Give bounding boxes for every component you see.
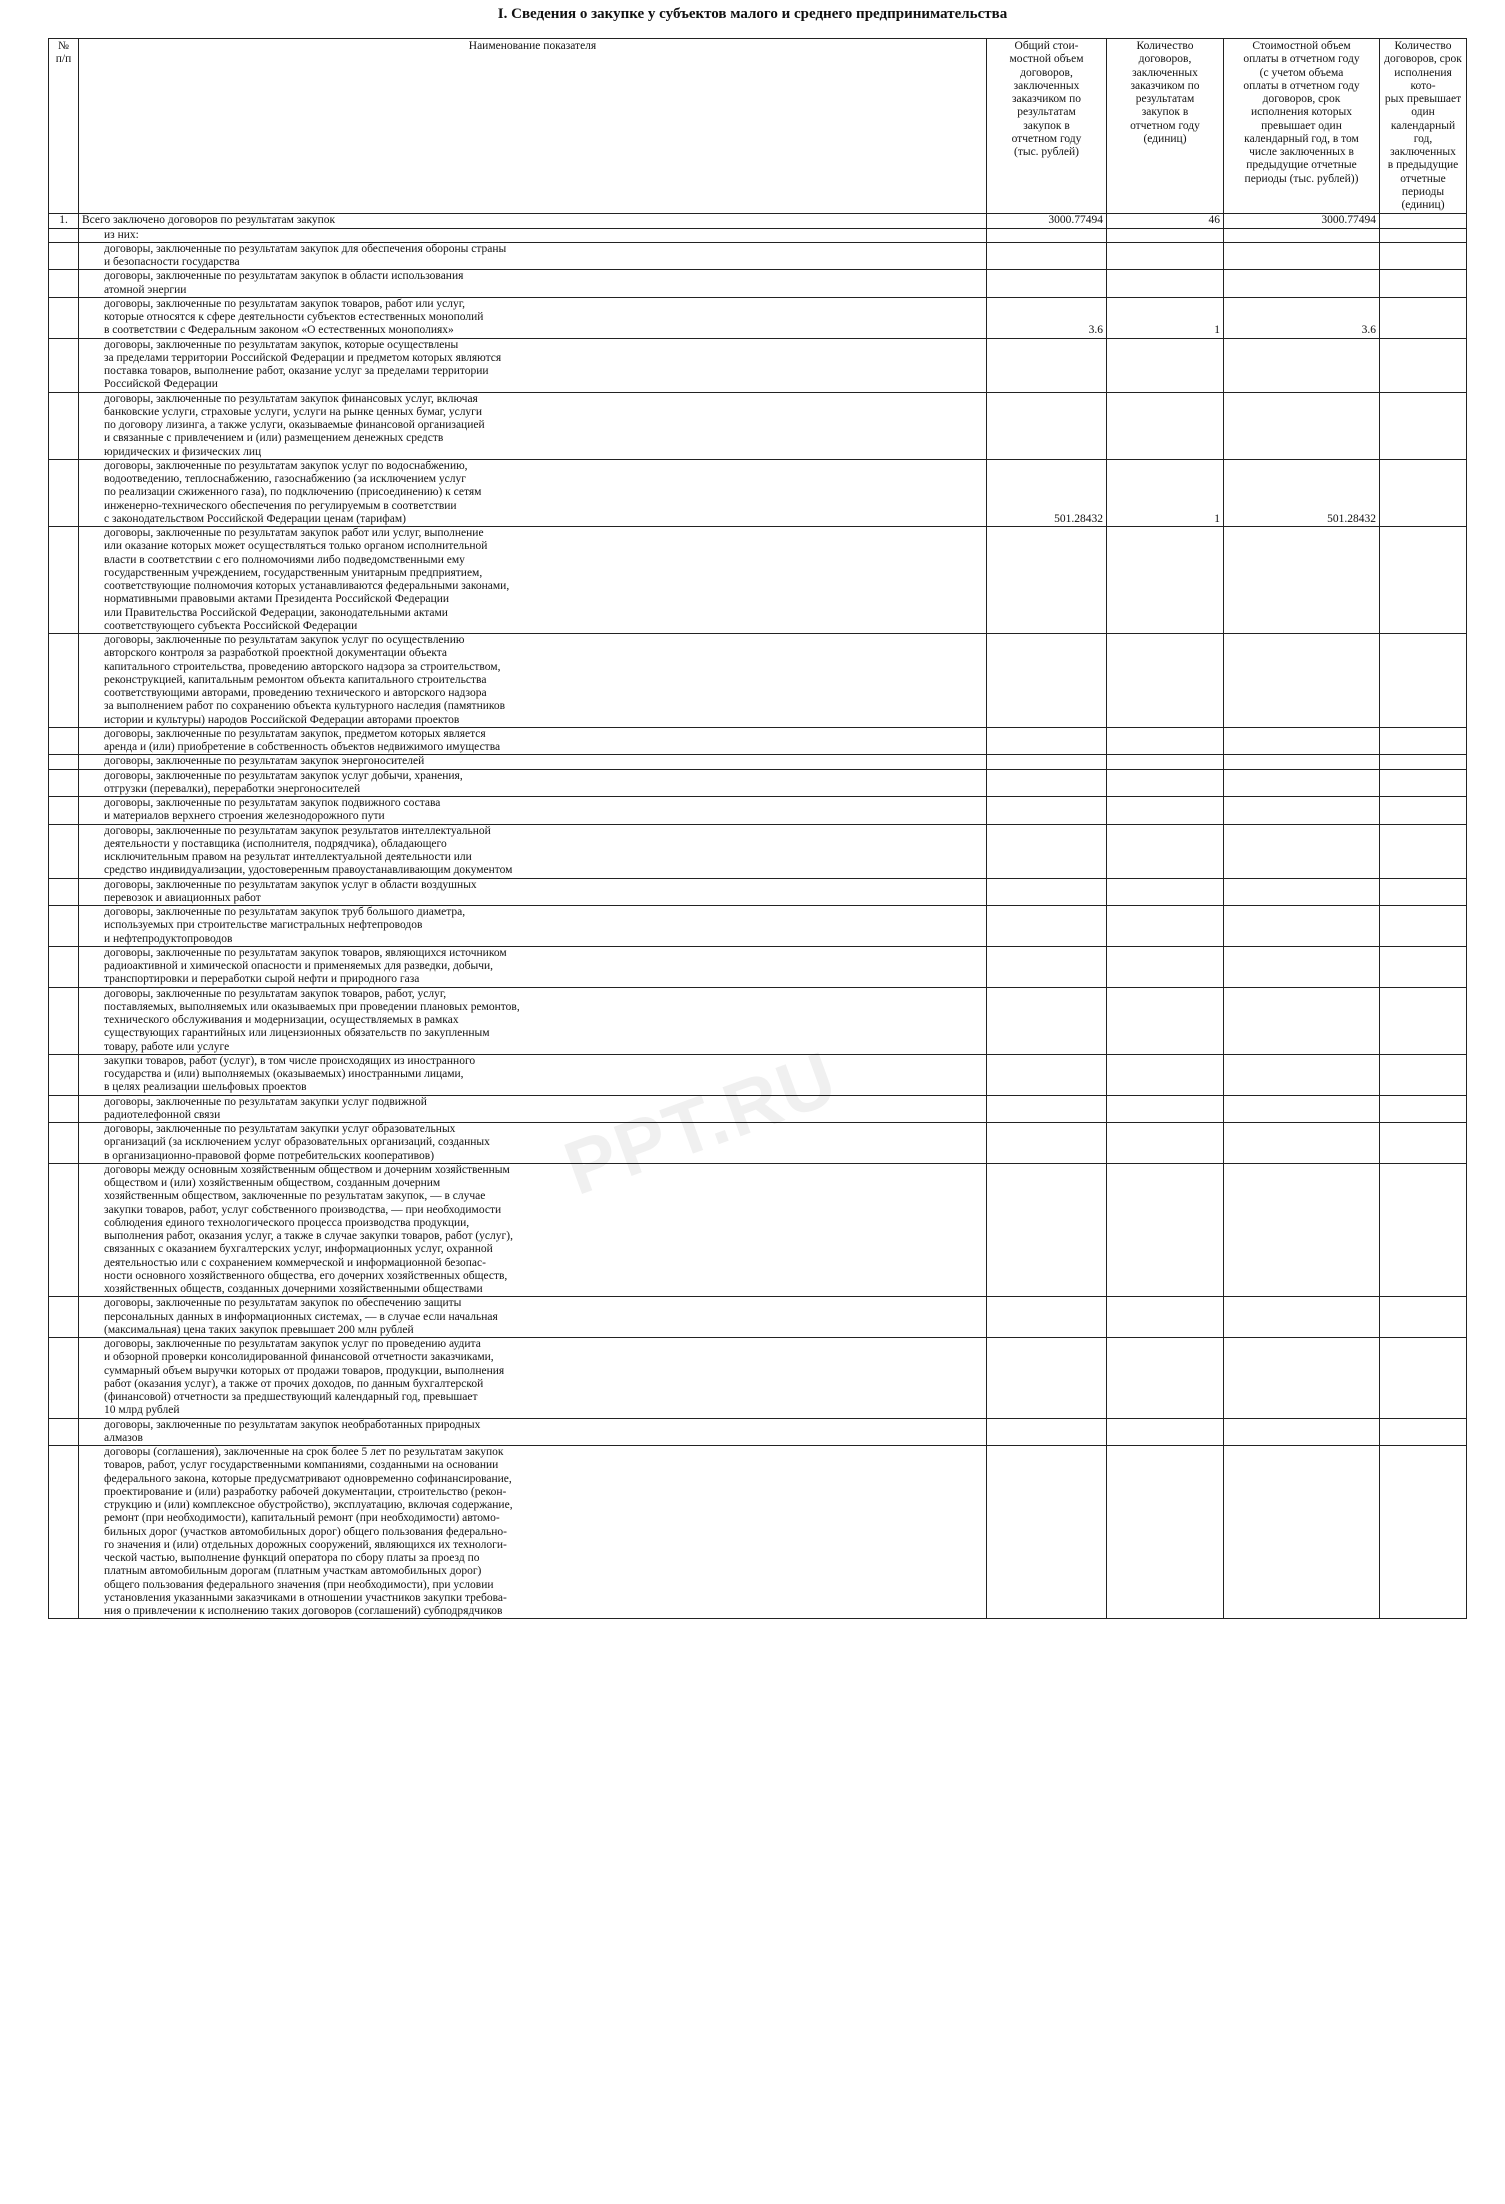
row-total-volume: [987, 1418, 1107, 1446]
row-name: договоры, заключенные по результатам закупок товаров, работ, услуг, поставляемых, выполняемых или оказываемых при проведении плановых ремонтов, технического обслуживания и модернизации, осуществляемых в рамках существующих гарантийных или лицензионных обязательств по закупленным товару, работе или услуге: [79, 987, 987, 1054]
row-name: договоры, заключенные по результатам закупок для обеспечения обороны страны и безопасности государства: [79, 242, 987, 270]
row-name: договоры, заключенные по результатам закупок в области использования атомной энергии: [79, 270, 987, 298]
row-total-volume: [987, 242, 1107, 270]
row-name: договоры, заключенные по результатам закупок, которые осуществлены за пределами территории Российской Федерации и предметом которых являются поставка товаров, выполнение работ, оказание услуг за пределами территории Российской Федерации: [79, 338, 987, 392]
row-number: [49, 769, 79, 797]
row-number: [49, 1163, 79, 1297]
row-total-volume: [987, 1297, 1107, 1338]
header-longterm-count: Количество договоров, срок исполнения кото- рых превышает один календарный год, заключенных в предыдущие отчетные периоды (единиц): [1380, 39, 1467, 214]
row-payment-volume: [1224, 906, 1380, 947]
row-total-volume: 3.6: [987, 297, 1107, 338]
row-number: [49, 338, 79, 392]
row-contract-count: [1107, 797, 1224, 825]
row-name: договоры, заключенные по результатам закупок подвижного состава и материалов верхнего строения железнодорожного пути: [79, 797, 987, 825]
watermark: PPT.RU: [553, 1035, 849, 1212]
row-total-volume: [987, 1163, 1107, 1297]
row-payment-volume: [1224, 1095, 1380, 1123]
row-contract-count: [1107, 1123, 1224, 1164]
row-payment-volume: [1224, 1123, 1380, 1164]
row-number: [49, 1446, 79, 1619]
table-row: [49, 1297, 1467, 1338]
row-payment-volume: [1224, 727, 1380, 755]
row-number: [49, 527, 79, 634]
row-longterm-count: [1380, 727, 1467, 755]
row-name: договоры, заключенные по результатам закупки услуг образовательных организаций (за исключением услуг образовательных организаций, созданных в организационно-правовой форме потребительских кооперативов): [79, 1123, 987, 1164]
row-payment-volume: 3.6: [1224, 297, 1380, 338]
table-row: [49, 228, 1467, 242]
row-payment-volume: [1224, 769, 1380, 797]
row-name: договоры, заключенные по результатам закупок необработанных природных алмазов: [79, 1418, 987, 1446]
row-payment-volume: [1224, 824, 1380, 878]
table-row: [49, 1163, 1467, 1297]
row-longterm-count: [1380, 987, 1467, 1054]
row-number: [49, 1297, 79, 1338]
table-row: [49, 392, 1467, 459]
row-number: [49, 987, 79, 1054]
row-contract-count: [1107, 878, 1224, 906]
row-number: [49, 824, 79, 878]
row-number: [49, 270, 79, 298]
row-payment-volume: [1224, 1054, 1380, 1095]
row-contract-count: 1: [1107, 459, 1224, 526]
row-payment-volume: [1224, 1297, 1380, 1338]
row-contract-count: [1107, 727, 1224, 755]
row-longterm-count: [1380, 824, 1467, 878]
row-longterm-count: [1380, 878, 1467, 906]
row-name: договоры, заключенные по результатам закупок услуг добычи, хранения, отгрузки (перевалки), переработки энергоносителей: [79, 769, 987, 797]
table-row: [49, 459, 1467, 526]
row-total-volume: 501.28432: [987, 459, 1107, 526]
row-number: [49, 1418, 79, 1446]
row-name: договоры, заключенные по результатам закупок труб большого диаметра, используемых при строительстве магистральных нефтепроводов и нефтепродуктопроводов: [79, 906, 987, 947]
header-name: Наименование показателя: [79, 39, 987, 214]
row-longterm-count: [1380, 214, 1467, 228]
row-total-volume: [987, 634, 1107, 728]
row-payment-volume: [1224, 338, 1380, 392]
row-contract-count: 46: [1107, 214, 1224, 228]
header-row: [49, 39, 1467, 214]
row-total-volume: [987, 1123, 1107, 1164]
row-number: [49, 297, 79, 338]
row-contract-count: [1107, 1095, 1224, 1123]
row-longterm-count: [1380, 1418, 1467, 1446]
report-body: [49, 214, 1467, 1619]
table-row: [49, 634, 1467, 728]
row-number: [49, 242, 79, 270]
table-row: [49, 946, 1467, 987]
row-contract-count: [1107, 270, 1224, 298]
row-longterm-count: [1380, 1297, 1467, 1338]
row-contract-count: [1107, 1054, 1224, 1095]
row-payment-volume: [1224, 527, 1380, 634]
row-name: договоры, заключенные по результатам закупок услуг в области воздушных перевозок и авиационных работ: [79, 878, 987, 906]
row-number: [49, 755, 79, 769]
row-longterm-count: [1380, 1095, 1467, 1123]
row-total-volume: [987, 987, 1107, 1054]
row-total-volume: [987, 906, 1107, 947]
table-row: [49, 1054, 1467, 1095]
row-contract-count: 1: [1107, 297, 1224, 338]
row-contract-count: [1107, 824, 1224, 878]
row-contract-count: [1107, 987, 1224, 1054]
row-number: [49, 727, 79, 755]
table-row: [49, 755, 1467, 769]
row-name: Всего заключено договоров по результатам закупок: [79, 214, 987, 228]
table-row: [49, 1446, 1467, 1619]
row-contract-count: [1107, 769, 1224, 797]
row-longterm-count: [1380, 634, 1467, 728]
page-title: I. Сведения о закупке у субъектов малого и среднего предпринимательства: [497, 6, 1008, 22]
row-number: [49, 1123, 79, 1164]
row-number: [49, 797, 79, 825]
row-longterm-count: [1380, 1123, 1467, 1164]
row-total-volume: 3000.77494: [987, 214, 1107, 228]
row-total-volume: [987, 1338, 1107, 1419]
row-contract-count: [1107, 392, 1224, 459]
row-total-volume: [987, 1095, 1107, 1123]
row-total-volume: [987, 769, 1107, 797]
table-row: [49, 1338, 1467, 1419]
row-payment-volume: 3000.77494: [1224, 214, 1380, 228]
row-payment-volume: [1224, 797, 1380, 825]
row-name: договоры, заключенные по результатам закупок товаров, работ или услуг, которые относятся к сфере деятельности субъектов естественных монополий в соответствии с Федеральным законом «О естественных монополиях»: [79, 297, 987, 338]
row-payment-volume: [1224, 1418, 1380, 1446]
header-contract-count: Количество договоров, заключенных заказчиком по результатам закупок в отчетном году (единиц): [1107, 39, 1224, 214]
row-payment-volume: [1224, 1446, 1380, 1619]
row-number: [49, 1054, 79, 1095]
row-name: закупки товаров, работ (услуг), в том числе происходящих из иностранного государства и (или) выполняемых (оказываемых) иностранными лицами, в целях реализации шельфовых проектов: [79, 1054, 987, 1095]
row-contract-count: [1107, 1338, 1224, 1419]
row-name: договоры, заключенные по результатам закупок энергоносителей: [79, 755, 987, 769]
row-payment-volume: [1224, 392, 1380, 459]
row-longterm-count: [1380, 755, 1467, 769]
table-row: [49, 1123, 1467, 1164]
row-contract-count: [1107, 338, 1224, 392]
row-longterm-count: [1380, 527, 1467, 634]
row-name: договоры, заключенные по результатам закупок результатов интеллектуальной деятельности у поставщика (исполнителя, подрядчика), обладающего исключительным правом на результат интеллектуальной деятельности или средство индивидуализации, удостоверенным правоустанавливающим документом: [79, 824, 987, 878]
row-longterm-count: [1380, 769, 1467, 797]
row-contract-count: [1107, 946, 1224, 987]
row-total-volume: [987, 727, 1107, 755]
row-payment-volume: [1224, 1338, 1380, 1419]
row-contract-count: [1107, 228, 1224, 242]
row-total-volume: [987, 392, 1107, 459]
row-total-volume: [987, 1446, 1107, 1619]
row-contract-count: [1107, 1446, 1224, 1619]
row-contract-count: [1107, 242, 1224, 270]
table-row: [49, 906, 1467, 947]
row-payment-volume: [1224, 755, 1380, 769]
row-number: [49, 459, 79, 526]
row-contract-count: [1107, 1163, 1224, 1297]
table-row: [49, 797, 1467, 825]
report-table: [48, 38, 1467, 1619]
row-total-volume: [987, 1054, 1107, 1095]
row-number: [49, 906, 79, 947]
row-number: 1.: [49, 214, 79, 228]
table-row: [49, 1095, 1467, 1123]
row-longterm-count: [1380, 1446, 1467, 1619]
row-total-volume: [987, 755, 1107, 769]
row-contract-count: [1107, 1297, 1224, 1338]
row-contract-count: [1107, 906, 1224, 947]
table-row: [49, 987, 1467, 1054]
table-row: [49, 878, 1467, 906]
row-payment-volume: [1224, 946, 1380, 987]
row-number: [49, 1338, 79, 1419]
row-payment-volume: [1224, 242, 1380, 270]
row-name: договоры, заключенные по результатам закупок финансовых услуг, включая банковские услуги, страховые услуги, услуги на рынке ценных бумаг, услуги по договору лизинга, а также услуги, оказываемые финансовой организацией и связанные с привлечением и (или) размещением денежных средств юридических и физических лиц: [79, 392, 987, 459]
row-longterm-count: [1380, 1163, 1467, 1297]
row-total-volume: [987, 878, 1107, 906]
row-payment-volume: [1224, 878, 1380, 906]
row-longterm-count: [1380, 270, 1467, 298]
row-contract-count: [1107, 634, 1224, 728]
row-contract-count: [1107, 527, 1224, 634]
row-number: [49, 634, 79, 728]
row-longterm-count: [1380, 228, 1467, 242]
row-payment-volume: [1224, 270, 1380, 298]
row-total-volume: [987, 797, 1107, 825]
row-longterm-count: [1380, 797, 1467, 825]
row-longterm-count: [1380, 392, 1467, 459]
table-row: [49, 338, 1467, 392]
row-name: договоры, заключенные по результатам закупок услуг по осуществлению авторского контроля за разработкой проектной документации объекта капитального строительства, проведению авторского надзора за строительством, реконструкцией, капитальным ремонтом объекта капитального строительства соответствующими авторами, проведению технического и авторского надзора за выполнением работ по сохранению объекта культурного наследия (памятников истории и культуры) народов Российской Федерации авторами проектов: [79, 634, 987, 728]
table-row: [49, 242, 1467, 270]
row-name: договоры, заключенные по результатам закупок услуг по водоснабжению, водоотведению, теплоснабжению, газоснабжению (за исключением услуг по реализации сжиженного газа), по подключению (присоединению) к сетям инженерно-технического обеспечения по регулируемым в соответствии с законодательством Российской Федерации ценам (тарифам): [79, 459, 987, 526]
row-payment-volume: [1224, 634, 1380, 728]
row-longterm-count: [1380, 1054, 1467, 1095]
table-row: [49, 297, 1467, 338]
row-total-volume: [987, 228, 1107, 242]
row-payment-volume: 501.28432: [1224, 459, 1380, 526]
row-longterm-count: [1380, 1338, 1467, 1419]
row-longterm-count: [1380, 338, 1467, 392]
row-longterm-count: [1380, 242, 1467, 270]
row-longterm-count: [1380, 459, 1467, 526]
header-total-volume: Общий стои- мостной объем договоров, заключенных заказчиком по результатам закупок в отчетном году (тыс. рублей): [987, 39, 1107, 214]
row-contract-count: [1107, 1418, 1224, 1446]
row-contract-count: [1107, 755, 1224, 769]
row-total-volume: [987, 824, 1107, 878]
row-name: договоры, заключенные по результатам закупки услуг подвижной радиотелефонной связи: [79, 1095, 987, 1123]
table-row: [49, 214, 1467, 228]
row-total-volume: [987, 946, 1107, 987]
row-payment-volume: [1224, 228, 1380, 242]
row-total-volume: [987, 270, 1107, 298]
row-number: [49, 878, 79, 906]
row-total-volume: [987, 338, 1107, 392]
row-name: договоры, заключенные по результатам закупок по обеспечению защиты персональных данных в информационных системах, — в случае если начальная (максимальная) цена таких закупок превышает 200 млн рублей: [79, 1297, 987, 1338]
row-longterm-count: [1380, 906, 1467, 947]
row-longterm-count: [1380, 297, 1467, 338]
header-no: № п/п: [49, 39, 79, 214]
row-number: [49, 1095, 79, 1123]
row-name: из них:: [79, 228, 987, 242]
row-name: договоры, заключенные по результатам закупок, предметом которых является аренда и (или) приобретение в собственность объектов недвижимого имущества: [79, 727, 987, 755]
row-name: договоры между основным хозяйственным обществом и дочерним хозяйственным обществом и (или) хозяйственным обществом, созданным дочерним хозяйственным обществом, заключенные по результатам закупок, — в случае закупки товаров, работ, услуг собственного производства, — при необходимости соблюдения единого технологического процесса производства продукции, выполнения работ, оказания услуг, а также в случае закупки товаров, работ (услуг), связанных с оказанием бухгалтерских услуг, информационных услуг, охранной деятельностью или с сохранением коммерческой и информационной безопас- ности основного хозяйственного общества, его дочерних хозяйственных обществ, хозяйственных обществ, созданных дочерними хозяйственными обществами: [79, 1163, 987, 1297]
row-payment-volume: [1224, 1163, 1380, 1297]
row-payment-volume: [1224, 987, 1380, 1054]
row-number: [49, 228, 79, 242]
table-row: [49, 1418, 1467, 1446]
table-row: [49, 769, 1467, 797]
row-name: договоры, заключенные по результатам закупок работ или услуг, выполнение или оказание которых может осуществляться только органом исполнительной власти в соответствии с его полномочиями либо подведомственными ему государственным учреждением, государственным унитарным предприятием, соответствующие полномочия которых устанавливаются федеральными законами, нормативными правовыми актами Президента Российской Федерации или Правительства Российской Федерации, законодательными актами соответствующего субъекта Российской Федерации: [79, 527, 987, 634]
row-total-volume: [987, 527, 1107, 634]
table-row: [49, 527, 1467, 634]
row-name: договоры, заключенные по результатам закупок товаров, являющихся источником радиоактивной и химической опасности и применяемых для разведки, добычи, транспортировки и переработки сырой нефти и природного газа: [79, 946, 987, 987]
row-name: договоры (соглашения), заключенные на срок более 5 лет по результатам закупок товаров, работ, услуг государственными компаниями, созданными на основании федерального закона, которые предусматривают одновременно софинансирование, проектирование и (или) разработку рабочей документации, строительство (рекон- струкцию и (или) комплексное обустройство), эксплуатацию, включая содержание, ремонт (при необходимости), капитальный ремонт (при необходимости) автомо- бильных дорог (участков автомобильных дорог) общего пользования федерально- го значения и (или) отдельных дорожных сооружений, являющихся их технологи- ческой частью, выполнение функций оператора по сбору платы за проезд по платным автомобильным дорогам (платным участкам автомобильных дорог) общего пользования федерального значения (при необходимости), при условии установления указанными заказчиками в отношении участников закупки требова- ния о привлечении к исполнению таких договоров (соглашений) субподрядчиков: [79, 1446, 987, 1619]
header-payment-volume: Стоимостной объем оплаты в отчетном году (с учетом объема оплаты в отчетном году договоров, срок исполнения которых превышает один календарный год, в том числе заключенных в предыдущие отчетные периоды (тыс. рублей)): [1224, 39, 1380, 214]
table-row: [49, 727, 1467, 755]
row-number: [49, 392, 79, 459]
table-row: [49, 824, 1467, 878]
row-number: [49, 946, 79, 987]
table-row: [49, 270, 1467, 298]
row-longterm-count: [1380, 946, 1467, 987]
row-name: договоры, заключенные по результатам закупок услуг по проведению аудита и обзорной проверки консолидированной финансовой отчетности заказчиками, суммарный объем выручки которых от продажи товаров, продукции, выполнения работ (оказания услуг), а также от прочих доходов, по данным бухгалтерской (финансовой) отчетности за предшествующий календарный год, превышает 10 млрд рублей: [79, 1338, 987, 1419]
